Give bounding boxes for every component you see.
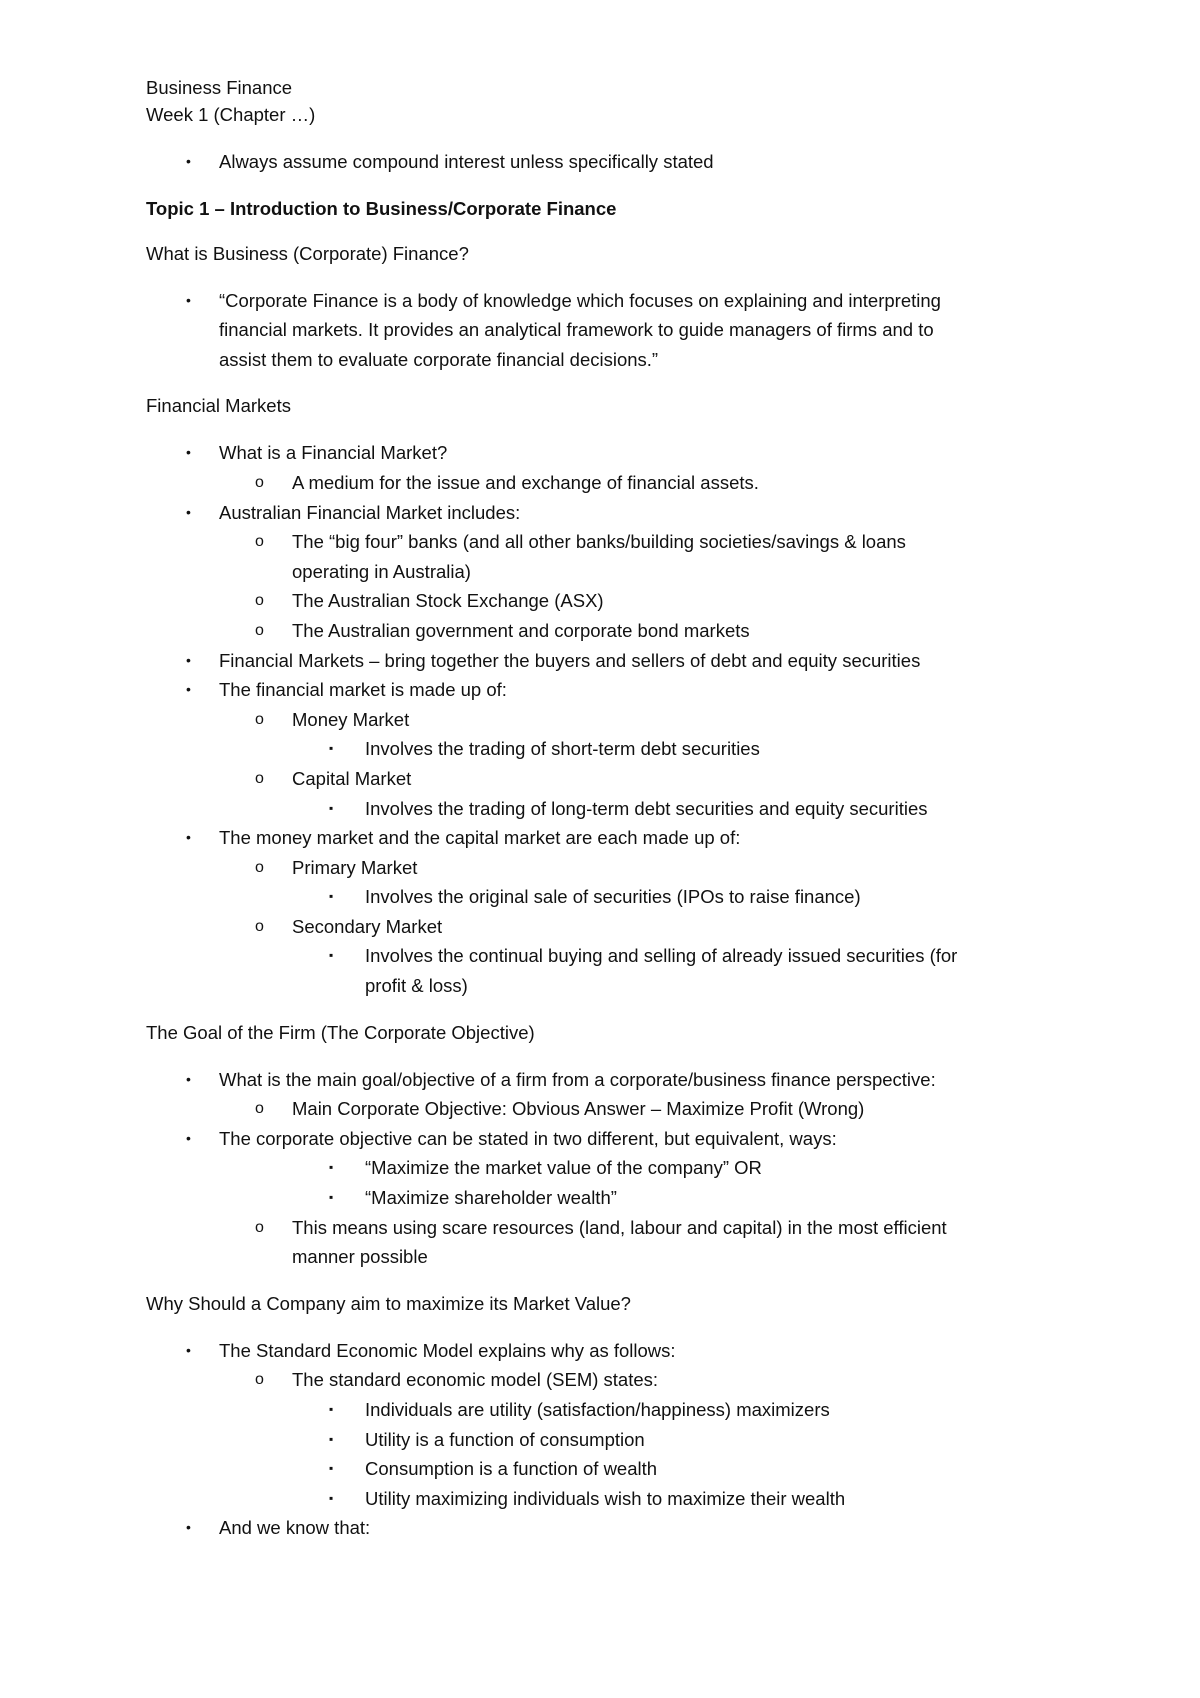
list-item (146, 1484, 1056, 1514)
square-bullet-icon: ▪ (329, 1461, 334, 1476)
list-item (146, 1065, 1056, 1095)
list-item (146, 438, 1056, 468)
square-bullet-icon: ▪ (329, 1431, 334, 1446)
list-item-text: Consumption is a function of wealth (365, 1458, 658, 1480)
section-heading-financial-markets: Financial Markets (146, 395, 291, 417)
section-heading-what-is: What is Business (Corporate) Finance? (146, 242, 469, 264)
list-item (146, 1153, 1056, 1183)
list-item (146, 734, 1056, 764)
list-item-text: “Maximize the market value of the company” OR (365, 1157, 762, 1179)
list-item (146, 823, 1056, 853)
list-item-text: Involves the trading of short-term debt securities (365, 738, 760, 760)
circle-bullet-icon: o (255, 1371, 264, 1389)
list-item-text: Involves the trading of long-term debt securities and equity securities (365, 797, 928, 819)
square-bullet-icon: ▪ (329, 1190, 334, 1205)
list-item-text: Money Market (292, 708, 410, 730)
list-item-continuation (146, 315, 1056, 345)
list-item (146, 1425, 1056, 1455)
list-item (146, 527, 1056, 557)
bullet-icon: • (186, 1129, 191, 1146)
list-item-text: The money market and the capital market are each made up of: (219, 827, 741, 849)
circle-bullet-icon: o (255, 621, 264, 639)
square-bullet-icon: ▪ (329, 1160, 334, 1175)
list-item-text: The standard economic model (SEM) states: (292, 1369, 659, 1391)
list-item-text: And we know that: (219, 1517, 371, 1539)
list-item (146, 147, 1056, 177)
list-item-text: The Australian Stock Exchange (ASX) (292, 590, 604, 612)
square-bullet-icon: ▪ (329, 948, 334, 963)
circle-bullet-icon: o (255, 769, 264, 787)
topic-title: Topic 1 – Introduction to Business/Corporate Finance (146, 197, 617, 219)
square-bullet-icon: ▪ (329, 1402, 334, 1416)
list-item-text: The corporate objective can be stated in two different, but equivalent, ways: (219, 1127, 837, 1149)
bullet-icon: • (186, 444, 191, 461)
goal-list (146, 1065, 1056, 1272)
list-item-continuation (146, 971, 1056, 1001)
bullet-icon: • (186, 681, 191, 698)
list-item-text: Secondary Market (292, 915, 443, 937)
list-item-text: Always assume compound interest unless specifically stated (219, 151, 714, 172)
square-bullet-icon: ▪ (329, 800, 334, 815)
list-item-text: operating in Australia) (292, 560, 471, 582)
bullet-icon: • (186, 153, 191, 169)
list-item-text: This means using scare resources (land, labour and capital) in the most efficient (292, 1216, 947, 1238)
circle-bullet-icon: o (255, 1218, 264, 1236)
list-item (146, 912, 1056, 942)
square-bullet-icon: ▪ (329, 741, 334, 756)
circle-bullet-icon: o (255, 858, 264, 876)
circle-bullet-icon: o (255, 917, 264, 935)
list-item-text: Involves the original sale of securities (IPOs to raise finance) (365, 886, 861, 908)
bullet-icon: • (186, 829, 191, 846)
list-item-text: The Australian government and corporate bond markets (292, 619, 750, 641)
bullet-icon: • (186, 651, 191, 668)
list-item-text: Utility is a function of consumption (365, 1428, 645, 1450)
section-heading-goal: The Goal of the Firm (The Corporate Objective) (146, 1021, 535, 1043)
financial-markets-list (146, 438, 1056, 1000)
course-title: Business Finance (146, 77, 293, 98)
bullet-icon: • (186, 503, 191, 520)
circle-bullet-icon: o (255, 533, 264, 551)
bullet-icon: • (186, 1341, 191, 1358)
list-item-text: Involves the continual buying and selling of already issued securities (for (365, 945, 958, 967)
list-item (146, 853, 1056, 883)
list-item-continuation (146, 345, 1056, 375)
list-item-text: “Maximize shareholder wealth” (365, 1187, 617, 1209)
quote-line: assist them to evaluate corporate financial decisions.” (219, 348, 659, 370)
circle-bullet-icon: o (255, 1100, 264, 1118)
list-item-text: Main Corporate Objective: Obvious Answer – Maximize Profit (Wrong) (292, 1098, 865, 1120)
list-item-text: What is the main goal/objective of a firm from a corporate/business finance perspective: (219, 1068, 936, 1090)
list-item-text: What is a Financial Market? (219, 442, 448, 464)
list-item (146, 941, 1056, 971)
circle-bullet-icon: o (255, 710, 264, 728)
list-item-text: Individuals are utility (satisfaction/happiness) maximizers (365, 1399, 830, 1420)
list-item-text: The “big four” banks (and all other banks/building societies/savings & loans (292, 531, 906, 553)
list-item-text: profit & loss) (365, 975, 468, 997)
intro-list (146, 147, 1056, 177)
circle-bullet-icon: o (255, 473, 264, 491)
list-item (146, 1183, 1056, 1213)
list-item (146, 764, 1056, 794)
list-item (146, 675, 1056, 705)
list-item-text: Utility maximizing individuals wish to maximize their wealth (365, 1487, 846, 1509)
list-item-text: The financial market is made up of: (219, 679, 507, 701)
list-item (146, 1094, 1056, 1124)
list-item (146, 498, 1056, 528)
list-item-text: Australian Financial Market includes: (219, 501, 521, 523)
list-item-text: The Standard Economic Model explains why as follows: (219, 1339, 676, 1361)
list-item (146, 1336, 1056, 1366)
list-item-continuation (146, 1242, 1056, 1272)
list-item (146, 1454, 1056, 1484)
list-item-continuation (146, 557, 1056, 587)
list-item (146, 1124, 1056, 1154)
bullet-icon: • (186, 1070, 191, 1087)
quote-line: “Corporate Finance is a body of knowledge which focuses on explaining and interpreting (219, 289, 941, 311)
quote-line: financial markets. It provides an analytical framework to guide managers of firms and to (219, 319, 934, 341)
list-item (146, 1365, 1056, 1395)
list-item (146, 1213, 1056, 1243)
list-item (146, 286, 1056, 316)
list-item (146, 468, 1056, 498)
circle-bullet-icon: o (255, 592, 264, 610)
bullet-icon: • (186, 1519, 191, 1536)
list-item (146, 794, 1056, 824)
definition-list (146, 286, 1056, 375)
list-item (146, 646, 1056, 676)
list-item-text: Capital Market (292, 767, 412, 789)
square-bullet-icon: ▪ (329, 889, 334, 904)
list-item-text: Primary Market (292, 856, 418, 878)
week-label: Week 1 (Chapter …) (146, 104, 316, 125)
list-item (146, 586, 1056, 616)
list-item (146, 616, 1056, 646)
list-item (146, 1513, 1056, 1543)
why-list (146, 1336, 1056, 1543)
bullet-icon: • (186, 291, 191, 308)
list-item (146, 882, 1056, 912)
section-heading-why: Why Should a Company aim to maximize its Market Value? (146, 1292, 631, 1314)
list-item-text: manner possible (292, 1246, 428, 1268)
document-body (146, 74, 1056, 1543)
list-item-text: A medium for the issue and exchange of financial assets. (292, 471, 759, 493)
list-item-text: Financial Markets – bring together the buyers and sellers of debt and equity securities (219, 649, 921, 671)
list-item (146, 705, 1056, 735)
list-item (146, 1395, 1056, 1425)
square-bullet-icon: ▪ (329, 1490, 334, 1505)
